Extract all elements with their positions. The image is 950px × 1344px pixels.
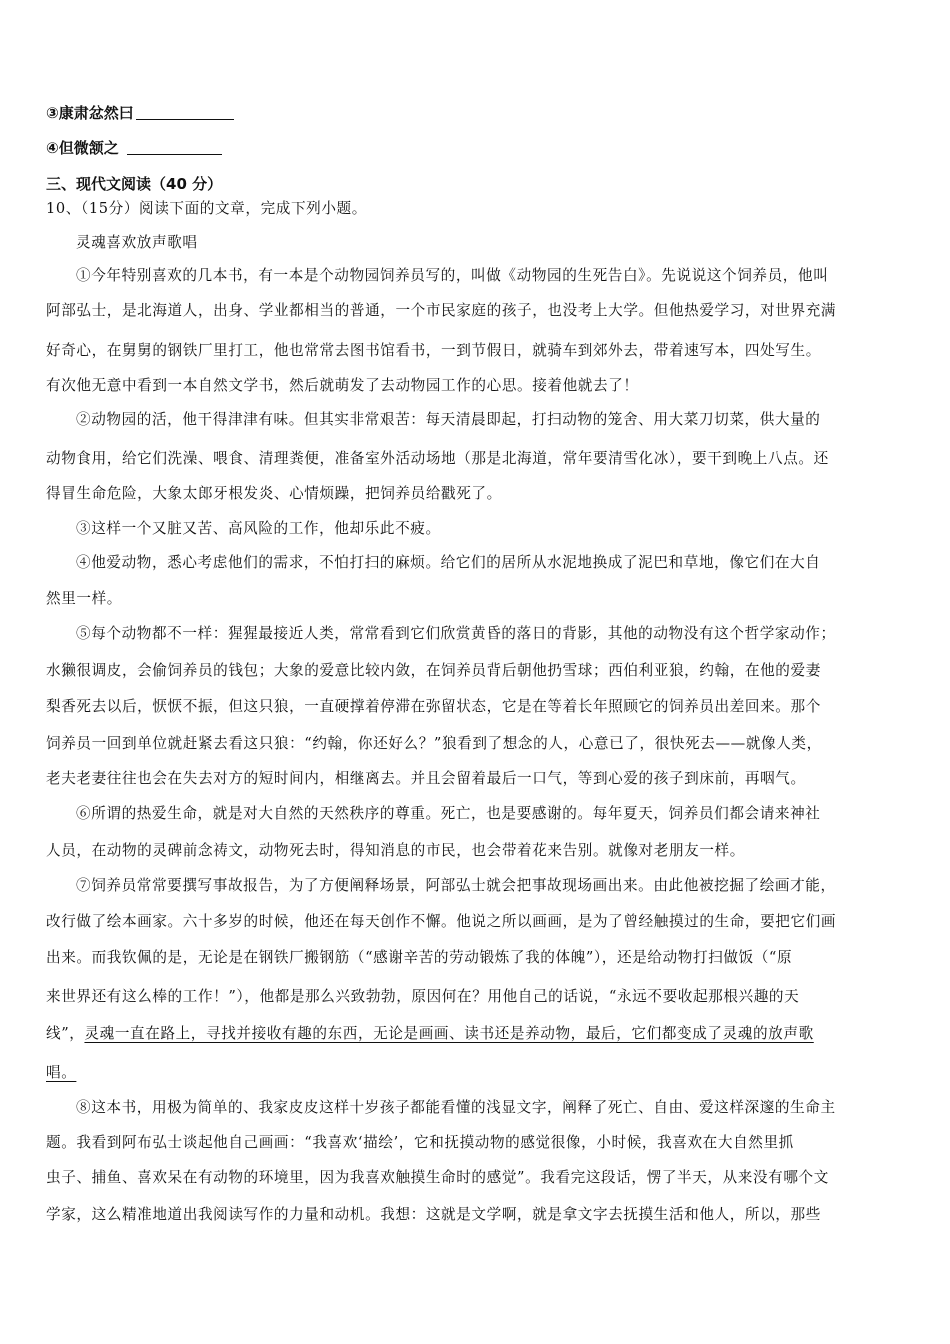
question-intro: 10、（15分）阅读下面的文章，完成下列小题。 [46, 200, 367, 217]
paragraph-line: 得冒生命危险，大象太郎牙根发炎、心情烦躁，把饲养员给戳死了。 [46, 485, 502, 502]
paragraph-line: 改行做了绘本画家。六十多岁的时候，他还在每天创作不懈。他说之所以画画，是为了曾经触摸过的生命，要把它们画 [46, 913, 837, 930]
paragraph-line: ①今年特别喜欢的几本书，有一本是个动物园饲养员写的，叫做《动物园的生死告白》。先说说这个饲养员，他叫 [76, 267, 829, 284]
paragraph-line: 好奇心，在舅舅的钢铁厂里打工，他也常常去图书馆看书，一到节假日，就骑车到郊外去，带着速写本，四处写生。 [46, 342, 821, 359]
question-3 [46, 103, 234, 123]
paragraph-line: ⑧这本书，用极为简单的、我家皮皮这样十岁孩子都能看懂的浅显文字，阐释了死亡、自由、爱这样深邃的生命主 [76, 1099, 836, 1116]
article-title: 灵魂喜欢放声歌唱 [76, 234, 198, 251]
paragraph-line: 阿部弘士，是北海道人，出身、学业都相当的普通，一个市民家庭的孩子，也没考上大学。但他热爱学习，对世界充满 [46, 302, 837, 319]
paragraph-line: ②动物园的活，他干得津津有味。但其实非常艰苦：每天清晨即起，打扫动物的笼舍、用大菜刀切菜，供大量的 [76, 411, 821, 428]
paragraph-line: 有次他无意中看到一本自然文学书，然后就萌发了去动物园工作的心思。接着他就去了！ [46, 377, 639, 394]
paragraph-line: ⑤每个动物都不一样：猩猩最接近人类，常常看到它们欣赏黄昏的落日的背影，其他的动物没有这个哲学家动作； [76, 625, 836, 642]
paragraph-line: 虫子、捕鱼、喜欢呆在有动物的环境里，因为我喜欢触摸生命时的感觉”。我看完这段话，愣了半天，从来没有哪个文 [46, 1169, 829, 1186]
paragraph-line [46, 1024, 814, 1044]
paragraph-line [46, 1063, 76, 1083]
question-4 [46, 138, 222, 158]
paragraph-line: ③这样一个又脏又苦、高风险的工作，他却乐此不疲。 [76, 520, 441, 537]
answer-blank-4[interactable] [127, 139, 222, 155]
paragraph-line: 然里一样。 [46, 590, 122, 607]
underlined-sentence-end: 唱。 [46, 1064, 77, 1081]
paragraph-line: 学家，这么精准地道出我阅读写作的力量和动机。我想：这就是文学啊，就是拿文字去抚摸生活和他人，所以，那些 [46, 1206, 821, 1223]
paragraph-text: 线”， [46, 1025, 85, 1042]
paragraph-line: ⑥所谓的热爱生命，就是对大自然的天然秩序的尊重。死亡，也是要感谢的。每年夏天，饲养员们都会请来神社 [76, 805, 821, 822]
section-heading: 三、现代文阅读（40 分） [46, 175, 223, 193]
underlined-sentence: 灵魂一直在路上，寻找并接收有趣的东西，无论是画画、读书还是养动物，最后，它们都变成了灵魂的放声歌 [84, 1025, 814, 1042]
paragraph-line: 出来。而我钦佩的是，无论是在钢铁厂搬钢筋（“感谢辛苦的劳动锻炼了我的体魄”），还是给动物打扫做饭（“原 [46, 949, 793, 966]
paragraph-line: 人员，在动物的灵碑前念祷文，动物死去时，得知消息的市民，也会带着花来告别。就像对老朋友一样。 [46, 842, 745, 859]
question-4-label: ④但微颔之 [46, 139, 119, 157]
paragraph-line: ⑦饲养员常常要撰写事故报告，为了方便阐释场景，阿部弘士就会把事故现场画出来。由此他被挖掘了绘画才能， [76, 877, 836, 894]
paragraph-line: ④他爱动物，悉心考虑他们的需求，不怕打扫的麻烦。给它们的居所从水泥地换成了泥巴和草地，像它们在大自 [76, 554, 821, 571]
paragraph-line: 来世界还有这么棒的工作！”），他都是那么兴致勃勃，原因何在？用他自己的话说，“永远不要收起那根兴趣的天 [46, 988, 800, 1005]
question-3-label: ③康肃忿然曰 [46, 104, 134, 122]
paragraph-line: 饲养员一回到单位就赶紧去看这只狼：“约翰，你还好么？”狼看到了想念的人，心意已了，很快死去——就像人类， [46, 735, 822, 752]
paragraph-line: 题。我看到阿布弘士谈起他自己画画：“我喜欢‘描绘’，它和抚摸动物的感觉很像，小时候，我喜欢在大自然里抓 [46, 1134, 794, 1151]
paragraph-line: 水獭很调皮，会偷饲养员的钱包；大象的爱意比较内敛，在饲养员背后朝他扔雪球；西伯利亚狼，约翰，在他的爱妻 [46, 662, 821, 679]
paragraph-line: 老夫老妻往往也会在失去对方的短时间内，相继离去。并且会留着最后一口气，等到心爱的孩子到床前，再咽气。 [46, 770, 806, 787]
paragraph-line: 梨香死去以后，恹恹不振，但这只狼，一直硬撑着停滞在弥留状态，它是在等着长年照顾它的饲养员出差回来。那个 [46, 698, 821, 715]
paragraph-line: 动物食用，给它们洗澡、喂食、清理粪便，准备室外活动场地（那是北海道，常年要清雪化冰），要干到晚上八点。还 [46, 450, 829, 467]
answer-blank-3[interactable] [136, 104, 234, 120]
